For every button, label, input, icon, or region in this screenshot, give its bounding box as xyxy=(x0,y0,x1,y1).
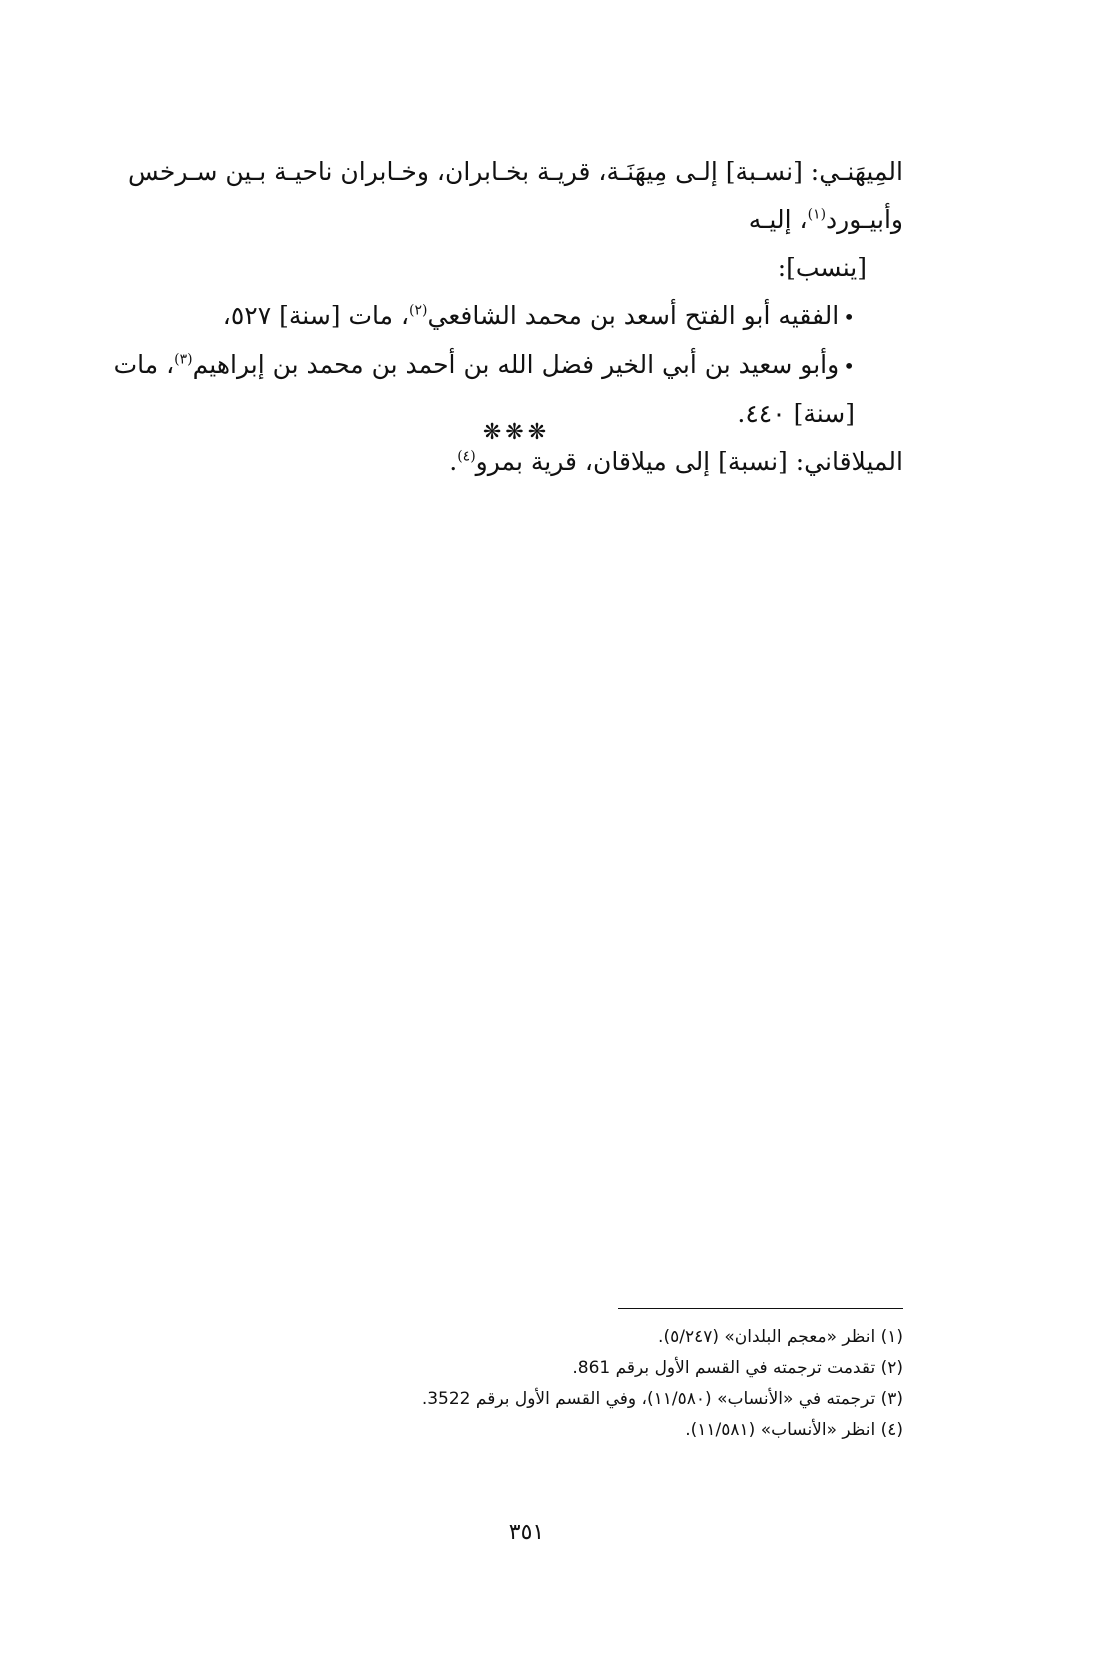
bullet-icon: • xyxy=(843,305,855,329)
entry-text: الميلاقاني: [نسبة] إلى ميلاقان، قرية بمرو xyxy=(475,447,903,476)
section-separator xyxy=(0,420,1103,445)
page-number-text: ٣٥١ xyxy=(508,1520,545,1545)
entry-text-tail: ، مات [سنة] ٥٢٧، xyxy=(222,301,410,330)
footnote-ref: (١) xyxy=(807,206,827,223)
entry-text: المِيهَنـي: [نسـبة] إلـى مِيهَنَـة، قريـة بخـابران، وخـابران ناحيـة بـين سـرخس وأبيـورد xyxy=(128,157,903,234)
footnote-ref: (٢) xyxy=(409,302,428,319)
entry-person-1 xyxy=(73,292,903,341)
footnotes xyxy=(73,1322,903,1446)
entry-milaqani xyxy=(73,438,903,486)
entry-text-tail: ، إليـه xyxy=(748,205,808,234)
footnote-ref: (٤) xyxy=(457,448,476,465)
page-number xyxy=(0,1520,1103,1545)
footnote-4: (٤) انظر «الأنساب» (١١/٥٨١). xyxy=(685,1420,903,1440)
bullet-icon: • xyxy=(843,354,855,378)
footnote-divider xyxy=(618,1308,903,1309)
entry-text: وأبو سعيد بن أبي الخير فضل الله بن أحمد بن محمد بن إبراهيم xyxy=(192,350,840,379)
entry-text: [ينسب]: xyxy=(777,253,867,282)
footnote-1: (١) انظر «معجم البلدان» (٥/٢٤٧). xyxy=(658,1327,903,1347)
entry-text-tail: . xyxy=(449,447,458,476)
entry-text: الفقيه أبو الفتح أسعد بن محمد الشافعي xyxy=(427,301,840,330)
footnote-3: (٣) ترجمته في «الأنساب» (١١/٥٨٠)، وفي القسم الأول برقم 3522. xyxy=(421,1389,903,1409)
entry-continuation xyxy=(73,244,903,292)
entry-text-tail: ، مات [سنة] ٤٤٠. xyxy=(113,350,855,428)
asterism-icon: ❋❋❋ xyxy=(482,420,551,445)
footnote-ref: (٣) xyxy=(174,351,193,368)
entry-mihani xyxy=(73,148,903,244)
footnote-2: (٢) تقدمت ترجمته في القسم الأول برقم 861. xyxy=(572,1358,903,1378)
